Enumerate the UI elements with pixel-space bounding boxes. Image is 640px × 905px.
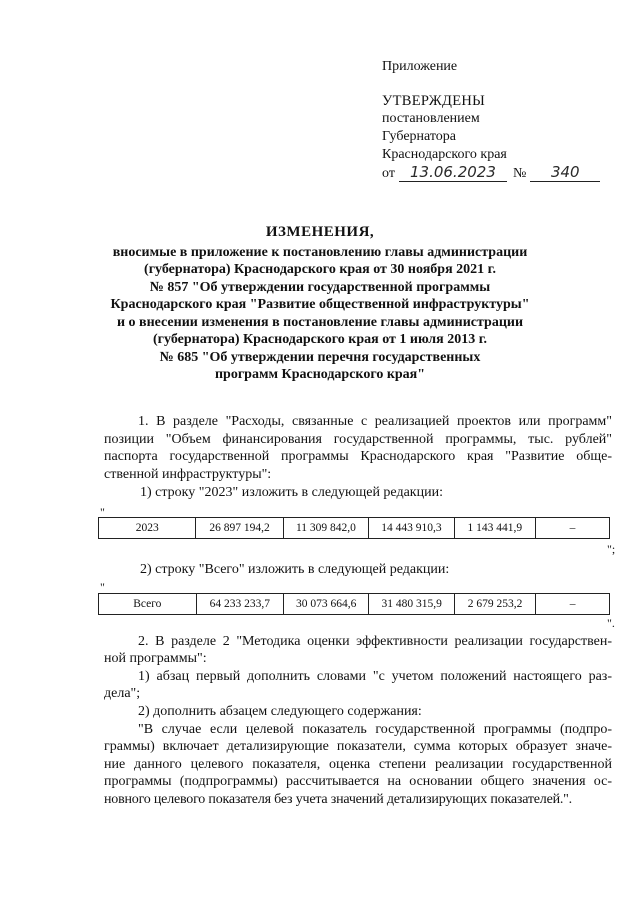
open-quote-2: " bbox=[100, 580, 105, 594]
number-sign: № bbox=[512, 166, 527, 181]
approval-block bbox=[382, 58, 614, 183]
table-cell: 64 233 233,7 bbox=[196, 594, 283, 615]
paragraph-2 bbox=[104, 633, 612, 668]
table-cell: 2 679 253,2 bbox=[454, 594, 535, 615]
paragraph-1-cont bbox=[104, 431, 612, 483]
appendix-label: Приложение bbox=[382, 59, 458, 74]
table-row bbox=[99, 518, 610, 539]
heading-line: программ Краснодарского края" bbox=[214, 367, 426, 382]
open-quote-1: " bbox=[100, 505, 105, 519]
table-row bbox=[99, 594, 610, 615]
table-cell: 1 143 441,9 bbox=[454, 518, 535, 539]
heading-line: Краснодарского края "Развитие общественной инфраструктуры" bbox=[110, 297, 530, 312]
item-1 bbox=[140, 484, 610, 501]
table-cell: 11 309 842,0 bbox=[283, 518, 368, 539]
document-title: ИЗМЕНЕНИЯ, bbox=[265, 224, 375, 240]
document-heading bbox=[96, 224, 544, 384]
paragraph-2-item-1 bbox=[104, 668, 612, 703]
table-row-2023 bbox=[98, 517, 610, 539]
paragraph-line: 2) дополнить абзацем следующего содержания: bbox=[138, 704, 422, 719]
paragraph-2-item-2 bbox=[138, 703, 608, 720]
close-quote-1: "; bbox=[607, 542, 616, 556]
handwritten-date: 13.06.2023 bbox=[399, 164, 507, 182]
paragraph-line: 2. В разделе 2 "Методика оценки эффективности реализации государствен- bbox=[138, 634, 612, 649]
date-number-row bbox=[382, 164, 614, 183]
heading-line: вносимые в приложение к постановлению главы администрации bbox=[112, 244, 528, 260]
table-cell: Всего bbox=[99, 594, 197, 615]
paragraph-line: граммы) включает детализирующие показатели, сумма которых образует значе- bbox=[104, 739, 612, 755]
paragraph-line: ной программы": bbox=[104, 651, 207, 667]
table-cell: 31 480 315,9 bbox=[369, 594, 454, 615]
heading-line: № 685 "Об утверждении перечня государственных bbox=[159, 349, 481, 365]
paragraph-line: 1. В разделе "Расходы, связанные с реализацией проектов или программ" bbox=[138, 414, 612, 429]
paragraph-line: дела"; bbox=[104, 686, 141, 702]
item-1-text: 1) строку "2023" изложить в следующей редакции: bbox=[140, 485, 443, 500]
governor-label: Губернатора bbox=[382, 129, 457, 144]
paragraph-line: позиции "Объем финансирования государственной программы, тыс. рублей" bbox=[104, 432, 612, 447]
region-label: Краснодарского края bbox=[382, 147, 507, 162]
paragraph-line: ственной инфраструктуры": bbox=[104, 466, 272, 482]
table-cell: 26 897 194,2 bbox=[196, 518, 283, 539]
table-cell: – bbox=[536, 594, 610, 615]
close-quote-2: ". bbox=[607, 616, 615, 630]
handwritten-number: 340 bbox=[530, 164, 600, 182]
paragraph-1 bbox=[104, 413, 612, 430]
heading-line: (губернатора) Краснодарского края от 1 июля 2013 г. bbox=[152, 332, 488, 347]
item-2-text: 2) строку "Всего" изложить в следующей редакции: bbox=[140, 562, 450, 577]
paragraph-line: ние данного целевого показателя, оценка степени реализации государственной bbox=[104, 756, 612, 772]
approved-label: УТВЕРЖДЕНЫ bbox=[382, 93, 486, 109]
heading-line: (губернатора) Краснодарского края от 30 ноября 2021 г. bbox=[144, 262, 496, 277]
paragraph-line: новного целевого показателя без учета значений детализирующих показателей.". bbox=[104, 791, 572, 807]
table-cell: 2023 bbox=[99, 518, 196, 539]
paragraph-line: программы (подпрограммы) рассчитывается на основании общего значения ос- bbox=[104, 774, 612, 790]
heading-line: и о внесении изменения в постановление главы администрации bbox=[116, 314, 524, 330]
date-prefix: от bbox=[382, 166, 395, 181]
paragraph-line: 1) абзац первый дополнить словами "с учетом положений настоящего раз- bbox=[138, 669, 612, 684]
quoted-paragraph bbox=[104, 721, 612, 808]
table-cell: 30 073 664,6 bbox=[283, 594, 368, 615]
item-2 bbox=[140, 561, 610, 578]
by-resolution-label: постановлением bbox=[382, 111, 480, 126]
paragraph-line: "В случае если целевой показатель государственной программы (подпро- bbox=[138, 722, 612, 737]
table-cell: 14 443 910,3 bbox=[369, 518, 454, 539]
heading-line: № 857 "Об утверждении государственной программы bbox=[149, 279, 491, 295]
table-cell: – bbox=[536, 518, 610, 539]
paragraph-line: паспорта государственной программы Краснодарского края "Развитие обще- bbox=[104, 449, 612, 465]
table-row-total bbox=[98, 593, 610, 615]
